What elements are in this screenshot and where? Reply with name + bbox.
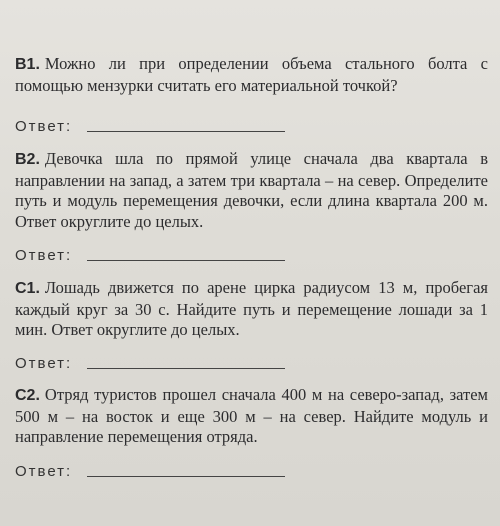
task-b2-body: Девочка шла по прямой улице сначала два квартала в направлении на запад, а затем три квартала – на север. Определите путь и модуль перемещения девочки, если длина квартала 200 м. Ответ округлите до целых.: [15, 149, 488, 231]
answer-c2: [15, 462, 315, 484]
task-b1: [15, 54, 488, 96]
answer-c1-field[interactable]: [87, 368, 285, 369]
answer-c2-label: Ответ:: [15, 463, 73, 480]
answer-b1: [15, 117, 315, 139]
task-c1-number: C1.: [15, 280, 40, 297]
answer-b1-label: Ответ:: [15, 118, 73, 135]
answer-b2-label: Ответ:: [15, 247, 73, 264]
task-b2: [15, 149, 488, 232]
answer-b2: [15, 246, 315, 268]
task-b1-number: B1.: [15, 56, 40, 73]
task-c2-text: [15, 385, 488, 448]
task-c1-text: [15, 278, 488, 341]
task-b2-number: B2.: [15, 151, 40, 168]
task-c2-body: Отряд туристов прошел сначала 400 м на северо-запад, затем 500 м – на восток и еще 300 м – на север. Найдите модуль и направление перемещения отряда.: [15, 385, 488, 446]
answer-c1-label: Ответ:: [15, 355, 73, 372]
answer-c2-field[interactable]: [87, 476, 285, 477]
answer-b2-field[interactable]: [87, 260, 285, 261]
answer-b1-field[interactable]: [87, 131, 285, 132]
task-c1-body: Лошадь движется по арене цирка радиусом 13 м, пробегая каждый круг за 30 с. Найдите путь и перемещение лошади за 1 мин. Ответ округлите до целых.: [15, 278, 488, 339]
task-c1: [15, 278, 488, 341]
task-c2-number: C2.: [15, 387, 40, 404]
task-c2: [15, 385, 488, 448]
task-b2-text: [15, 149, 488, 232]
task-b1-body: Можно ли при определении объема стального болта с помощью мензурки считать его материальной точкой?: [15, 54, 488, 95]
answer-c1: [15, 354, 315, 376]
task-b1-text: [15, 54, 488, 96]
